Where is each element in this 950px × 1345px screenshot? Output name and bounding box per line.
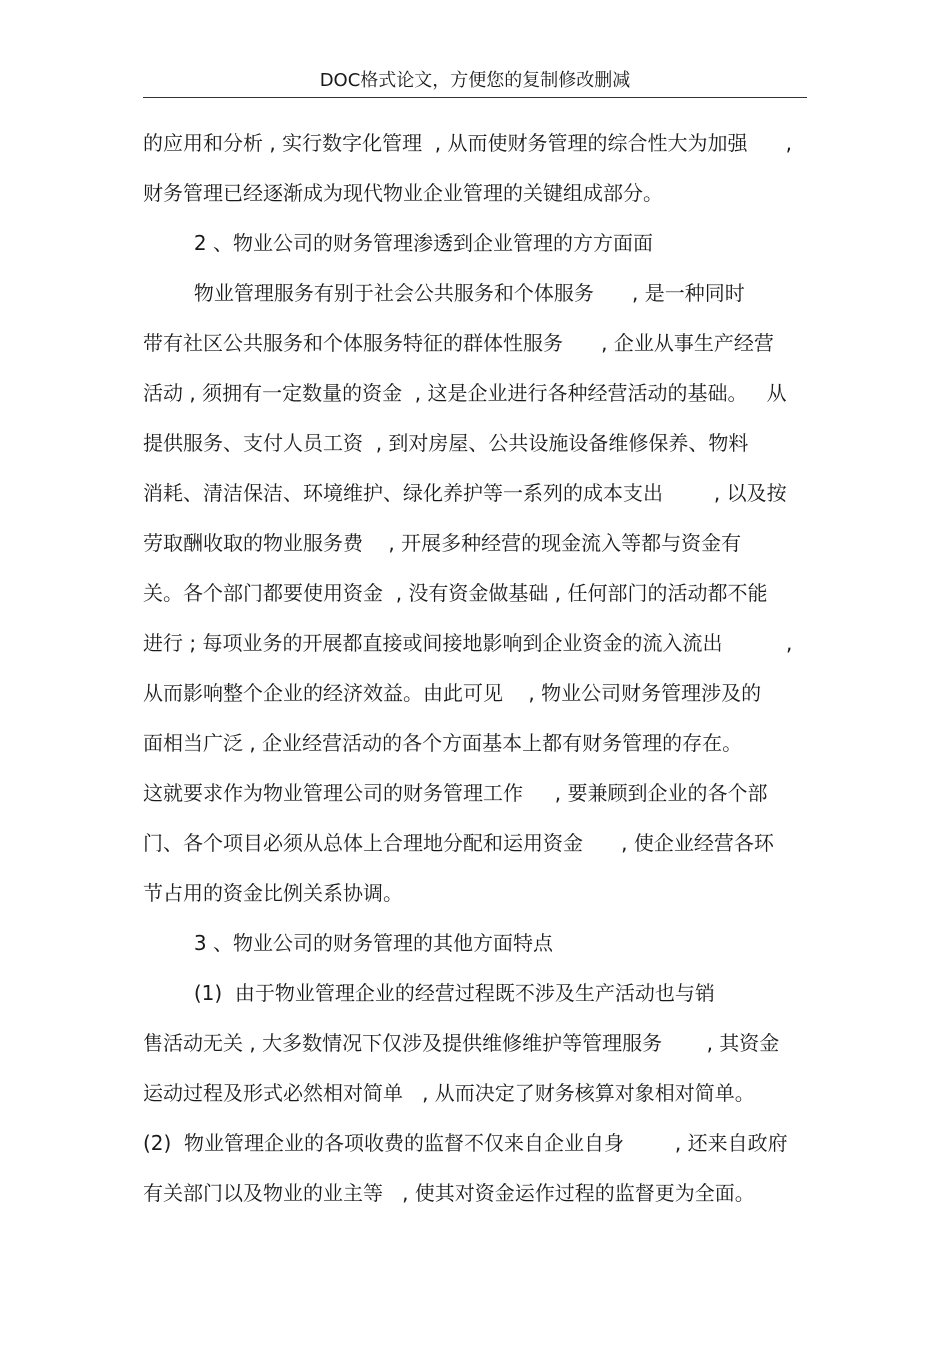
text-line: 关。各个部门都要使用资金 , 没有资金做基础 , 任何部门的活动都不能 [143,581,768,605]
page-header: DOC格式论文，方便您的复制修改删减 [319,70,631,91]
text-line: 进行 ; 每项业务的开展都直接或间接地影响到企业资金的流入流出 , [143,631,793,655]
text-line: 门、各个项目必须从总体上合理地分配和运用资金 , 使企业经营各环 [143,831,774,855]
text-line: 有关部门以及物业的业主等 , 使其对资金运作过程的监督更为全面。 [143,1181,755,1205]
text-line: 带有社区公共服务和个体服务特征的群体性服务 , 企业从事生产经营 [143,331,774,355]
text-line: 消耗、清洁保洁、环境维护、绿化养护等一系列的成本支出 , 以及按 [143,481,787,505]
text-line: 物业管理服务有别于社会公共服务和个体服务 , 是一种同时 [143,281,745,305]
text-line: 提供服务、支付人员工资 , 到对房屋、公共设施设备维修保养、物料 [143,431,749,455]
text-line: 面相当广泛 , 企业经营活动的各个方面基本上都有财务管理的存在。 [143,731,743,755]
text-line: 售活动无关 , 大多数情况下仅涉及提供维修维护等管理服务 , 其资金 [143,1031,780,1055]
text-line: (2) 物业管理企业的各项收费的监督不仅来自企业自身 , 还来自政府 [143,1131,788,1155]
text-line: 运动过程及形式必然相对简单 , 从而决定了财务核算对象相对简单。 [143,1081,755,1105]
section-heading-3: 3 、物业公司的财务管理的其他方面特点 [143,931,553,955]
text-line: 从而影响整个企业的经济效益。由此可见 , 物业公司财务管理涉及的 [143,681,762,705]
text-line: 财务管理已经逐渐成为现代物业企业管理的关键组成部分。 [143,181,663,205]
text-line: 这就要求作为物业管理公司的财务管理工作 , 要兼顾到企业的各个部 [143,781,768,805]
text-line: 的应用和分析 , 实行数字化管理 , 从而使财务管理的综合性大为加强 , [143,131,793,155]
text-line: 劳取酬收取的物业服务费 , 开展多种经营的现金流入等都与资金有 [143,531,742,555]
section-heading-2: 2 、物业公司的财务管理渗透到企业管理的方方面面 [143,231,653,255]
header-divider [143,97,807,98]
text-line: 节占用的资金比例关系协调。 [143,881,403,905]
text-line: (1) 由于物业管理企业的经营过程既不涉及生产活动也与销 [143,981,715,1005]
text-line: 活动 , 须拥有一定数量的资金 , 这是企业进行各种经营活动的基础。 从 [143,381,787,405]
